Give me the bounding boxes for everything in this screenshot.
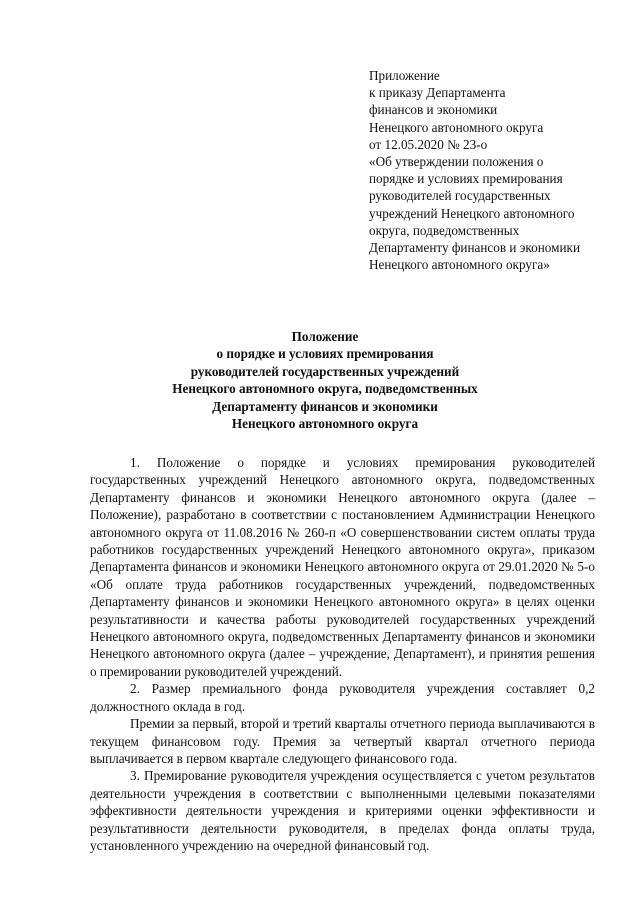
title-line: Ненецкого автономного округа, подведомственных xyxy=(172,381,478,397)
title-line: Ненецкого автономного округа xyxy=(231,416,419,432)
appendix-line: Департаменту финансов и экономики xyxy=(369,240,581,256)
appendix-line: порядке и условиях премирования xyxy=(369,171,563,187)
appendix-line: Ненецкого автономного округа xyxy=(369,119,544,135)
appendix-line: руководителей государственных xyxy=(369,188,551,204)
appendix-line: учреждений Ненецкого автономного xyxy=(369,205,575,221)
appendix-line: Ненецкого автономного округа» xyxy=(369,257,550,273)
document-title xyxy=(60,328,590,432)
title-line: руководителей государственных учреждений xyxy=(190,363,460,379)
paragraph-2: 2. Размер премиального фонда руководителя учреждения составляет 0,2 должностного оклада в год. xyxy=(90,681,595,714)
title-line: о порядке и условиях премирования xyxy=(216,346,434,362)
document-body xyxy=(90,454,595,854)
paragraph-1: 1. Положение о порядке и условиях премирования руководителей государственных учреждений Ненецкого автономного округа, подведомственных Департаменту финансов и экономики Ненецкого автономного округа (далее – Положение), разработано в соответствии с постановлением Администрации Ненецкого автономного округа от 11.08.2016 № 260-п «О совершенствовании систем оплаты труда работников государственных учреждений Ненецкого автономного округа», приказом Департамента финансов и экономики Ненецкого автономного округа от 29.01.2020 № 5-о «Об оплате труда работников государственных учреждений, подведомственных Департаменту финансов и экономики Ненецкого автономного округа» в целях оценки результативности и качества работы руководителей государственных учреждений Ненецкого автономного округа, подведомственных Департаменту финансов и экономики Ненецкого автономного округа (далее – учреждение, Департамент), и принятия решения о премировании руководителей учреждений. xyxy=(90,455,595,679)
appendix-line: к приказу Департамента xyxy=(369,85,506,101)
appendix-line: Приложение xyxy=(369,68,440,83)
title-line: Департаменту финансов и экономики xyxy=(212,398,438,414)
appendix-line: финансов и экономики xyxy=(369,102,498,118)
appendix-block xyxy=(369,67,631,273)
appendix-line: «Об утверждении положения о xyxy=(369,154,544,170)
paragraph-3: 3. Премирование руководителя учреждения осуществляется с учетом результатов деятельности учреждения в соответствии с выполненными целевыми показателями эффективности деятельности учреждения и критериями оценки эффективности и результативности деятельности руководителя, в пределах фонда оплаты труда, установленного учреждению на очередной финансовый год. xyxy=(90,768,595,853)
paragraph-2-continued: Премии за первый, второй и третий кварталы отчетного периода выплачиваются в текущем финансовом году. Премия за четвертый квартал отчетного периода выплачивается в первом квартале следующего финансового года. xyxy=(90,716,595,766)
appendix-line: округа, подведомственных xyxy=(369,222,520,238)
title-line: Положение xyxy=(291,329,359,344)
appendix-line: от 12.05.2020 № 23-о xyxy=(369,136,488,152)
